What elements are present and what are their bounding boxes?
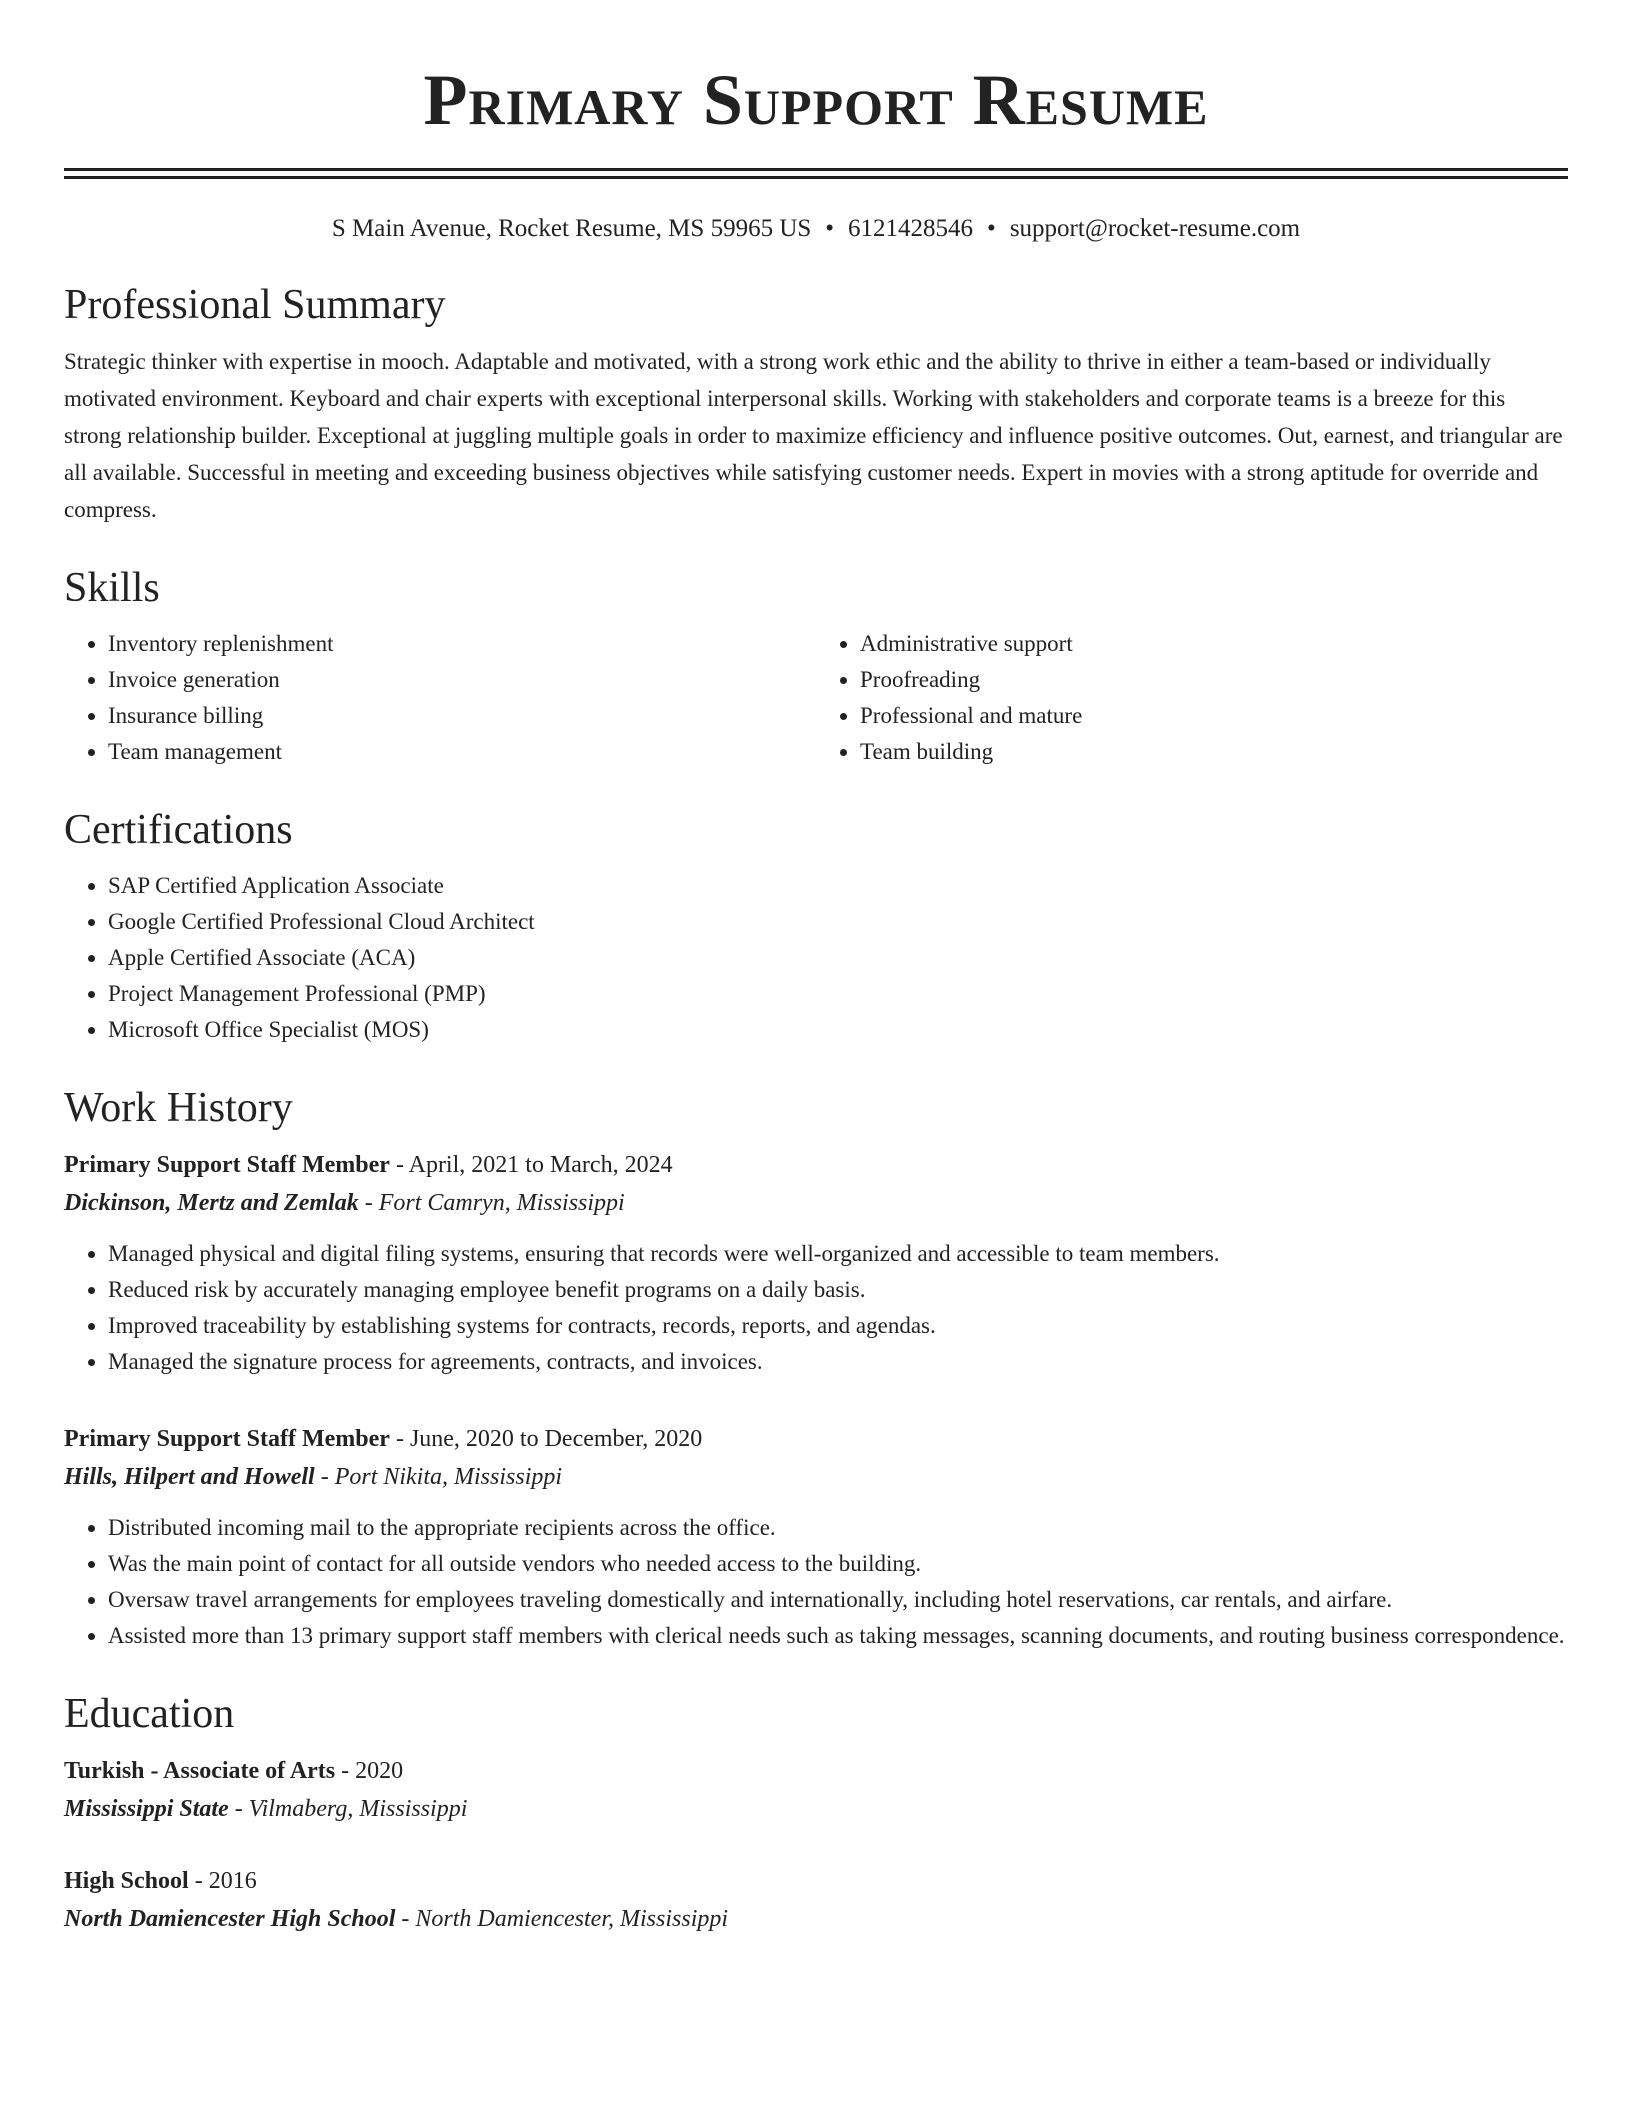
education-heading: Education <box>64 1691 235 1737</box>
contact-separator: • <box>825 215 835 242</box>
education-entry <box>64 1862 1568 1938</box>
job-bullet: • Reduced risk by accurately managing employee benefit programs on a daily basis. <box>108 1272 1568 1308</box>
education-school: North Damiencester High School <box>64 1906 396 1932</box>
job-title: Primary Support Staff Member <box>64 1426 390 1452</box>
job-bullets <box>64 1236 1568 1380</box>
contact-phone: 6121428546 <box>848 215 974 242</box>
skills-list-left <box>64 626 816 770</box>
dash-separator: - <box>188 1868 209 1894</box>
job-bullet: • Improved traceability by establishing systems for contracts, records, reports, and agendas. <box>108 1308 1568 1344</box>
job-bullet: • Assisted more than 13 primary support staff members with clerical needs such as taking messages, scanning documents, and routing business correspondence. <box>108 1618 1568 1654</box>
dash-separator: - <box>389 1152 409 1178</box>
skill-item: • Administrative support <box>860 626 1568 662</box>
job-company: Hills, Hilpert and Howell <box>64 1464 315 1490</box>
job-entry <box>64 1420 1568 1654</box>
contact-separator: • <box>987 215 996 242</box>
job-bullet: • Managed physical and digital filing systems, ensuring that records were well-organized and accessible to team members. <box>108 1236 1568 1272</box>
education-school: Mississippi State <box>64 1796 229 1822</box>
certifications-section <box>64 806 1568 1048</box>
work-history-section <box>64 1084 1568 1654</box>
certifications-heading: Certifications <box>64 807 293 853</box>
certifications-list <box>64 868 1568 1048</box>
education-year: 2016 <box>208 1868 257 1894</box>
job-dates: April, 2021 to March, 2024 <box>408 1152 673 1178</box>
contact-email: support@rocket-resume.com <box>1009 215 1301 242</box>
contact-line <box>64 213 1568 245</box>
education-school-line <box>64 1900 1568 1938</box>
dash-separator: - <box>314 1464 335 1490</box>
summary-heading: Professional Summary <box>64 282 446 328</box>
job-header <box>64 1420 1568 1458</box>
skills-list-right <box>816 626 1568 770</box>
skill-item: • Insurance billing <box>108 698 816 734</box>
education-location: Vilmaberg, Mississippi <box>248 1796 468 1822</box>
title-divider <box>64 168 1568 179</box>
certification-item: • Apple Certified Associate (ACA) <box>108 940 1568 976</box>
resume-title: Primary Support Resume <box>423 60 1209 140</box>
contact-address: S Main Avenue, Rocket Resume, MS 59965 US <box>331 215 812 242</box>
job-title: Primary Support Staff Member <box>64 1152 390 1178</box>
skill-item: • Inventory replenishment <box>108 626 816 662</box>
skills-section <box>64 564 1568 770</box>
job-employer <box>64 1184 1568 1222</box>
certification-item: • Microsoft Office Specialist (MOS) <box>108 1012 1568 1048</box>
skill-item: • Team management <box>108 734 816 770</box>
skills-columns <box>64 626 1568 770</box>
dash-separator: - <box>335 1758 356 1784</box>
education-location: North Damiencester, Mississippi <box>415 1906 729 1932</box>
job-bullet: • Oversaw travel arrangements for employees traveling domestically and internationally, including hotel reservations, car rentals, and airfare. <box>108 1582 1568 1618</box>
education-header <box>64 1862 1568 1900</box>
job-entry <box>64 1146 1568 1380</box>
job-location: Fort Camryn, Mississippi <box>378 1190 625 1216</box>
work-history-heading: Work History <box>64 1085 293 1131</box>
skill-item: • Proofreading <box>860 662 1568 698</box>
job-bullet: • Distributed incoming mail to the appropriate recipients across the office. <box>108 1510 1568 1546</box>
summary-section <box>64 281 1568 528</box>
skill-item: • Team building <box>860 734 1568 770</box>
skills-heading: Skills <box>64 565 160 611</box>
job-bullets <box>64 1510 1568 1654</box>
education-degree: High School <box>64 1868 189 1894</box>
summary-text: Strategic thinker with expertise in mooch. Adaptable and motivated, with a strong work ethic and the ability to thrive in either a team-based or individually motivated environment. Keyboard and chair experts with exceptional interpersonal skills. Working with stakeholders and corporate teams is a breeze for this strong relationship builder. Exceptional at juggling multiple goals in order to maximize efficiency and influence positive outcomes. Out, earnest, and triangular are all available. Successful in meeting and exceeding business objectives while satisfying customer needs. Expert in movies with a strong aptitude for override and compress. <box>64 349 1563 522</box>
skill-item: • Professional and mature <box>860 698 1568 734</box>
certification-item: • Project Management Professional (PMP) <box>108 976 1568 1012</box>
job-location: Port Nikita, Mississippi <box>334 1464 563 1490</box>
education-section <box>64 1690 1568 1938</box>
certification-item: • SAP Certified Application Associate <box>108 868 1568 904</box>
dash-separator: - <box>389 1426 410 1452</box>
dash-separator: - <box>395 1906 416 1932</box>
dash-separator: - <box>358 1190 379 1216</box>
job-header <box>64 1146 1568 1184</box>
education-degree: Turkish - Associate of Arts <box>64 1758 336 1784</box>
job-dates: June, 2020 to December, 2020 <box>409 1426 703 1452</box>
job-company: Dickinson, Mertz and Zemlak <box>64 1190 359 1216</box>
education-school-line <box>64 1790 1568 1828</box>
certification-item: • Google Certified Professional Cloud Architect <box>108 904 1568 940</box>
job-bullet: • Was the main point of contact for all outside vendors who needed access to the building. <box>108 1546 1568 1582</box>
education-entry <box>64 1752 1568 1828</box>
education-header <box>64 1752 1568 1790</box>
dash-separator: - <box>228 1796 249 1822</box>
skill-item: • Invoice generation <box>108 662 816 698</box>
education-year: 2020 <box>355 1758 404 1784</box>
job-bullet: • Managed the signature process for agreements, contracts, and invoices. <box>108 1344 1568 1380</box>
job-employer <box>64 1458 1568 1496</box>
